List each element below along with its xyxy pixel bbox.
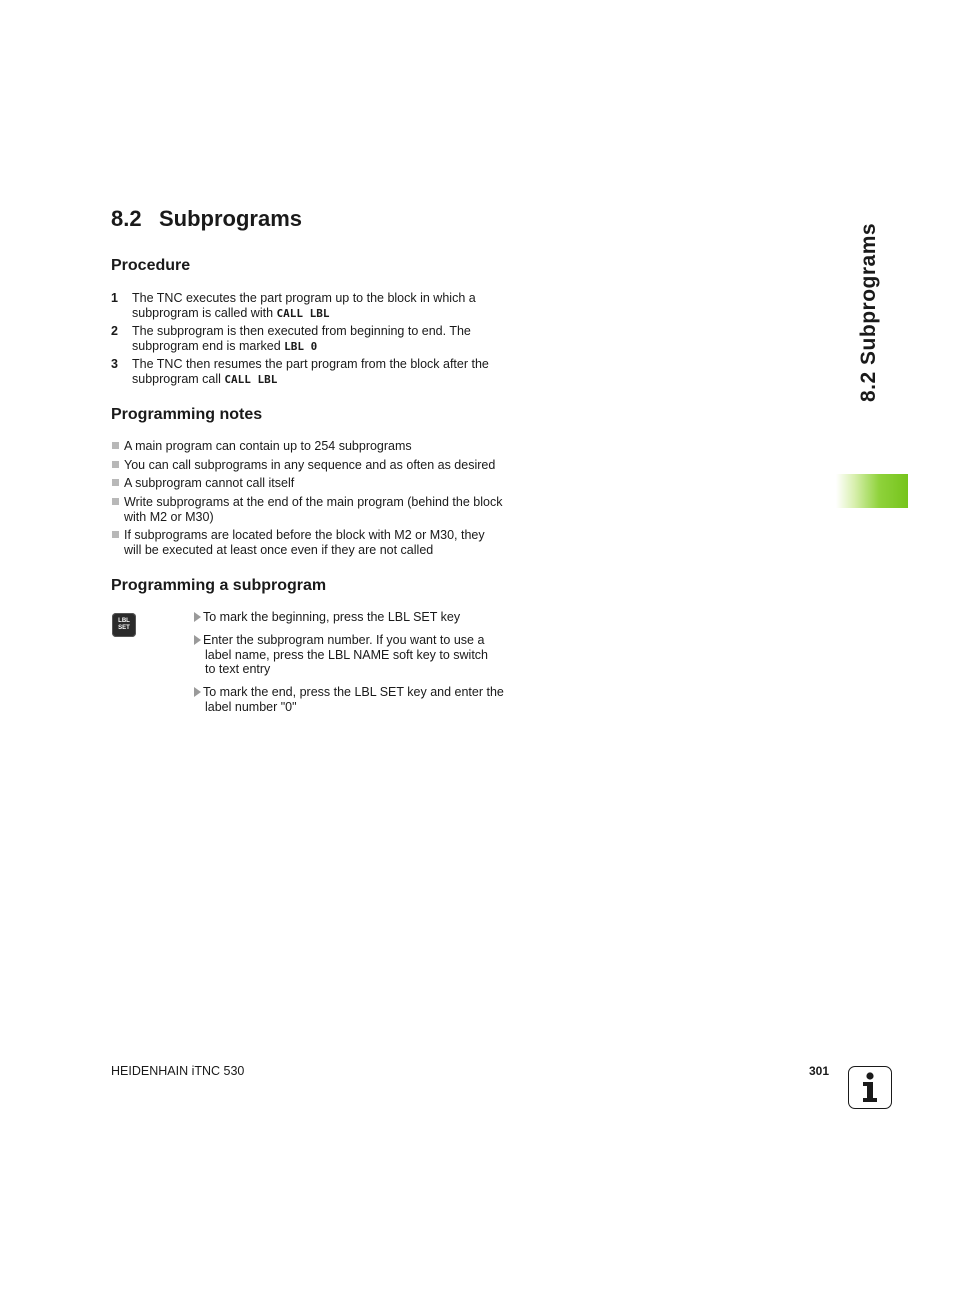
- chapter-number: 8.2: [111, 206, 142, 231]
- bullet-square-icon: [112, 479, 119, 486]
- bullet-square-icon: [112, 531, 119, 538]
- notes-heading: Programming notes: [111, 406, 263, 423]
- list-item-text: If subprograms are located before the block with M2 or M30, they: [124, 528, 485, 542]
- step-code: CALL LBL: [224, 372, 278, 386]
- lbl-set-key-icon: [112, 613, 136, 637]
- arrow-right-icon: [194, 635, 201, 645]
- arrow-right-icon: [194, 687, 201, 697]
- step-text: The TNC then resumes the part program from the block after the: [132, 357, 489, 371]
- step-code: CALL LBL: [276, 306, 330, 320]
- step-number: 2: [111, 324, 118, 338]
- bullet-square-icon: [112, 461, 119, 468]
- instruction-text: To mark the beginning, press the LBL SET key: [203, 610, 461, 624]
- instruction-text: to text entry: [205, 662, 271, 676]
- instruction-text: label number "0": [205, 699, 297, 714]
- key-label: LBL: [118, 618, 130, 624]
- step-number: 1: [111, 291, 118, 305]
- step-code: LBL 0: [284, 339, 318, 353]
- list-item-text: will be executed at least once even if they are not called: [124, 542, 434, 557]
- programming-heading: Programming a subprogram: [111, 577, 327, 594]
- sidebar-chapter-label: 8.2 Subprograms: [857, 222, 880, 402]
- instruction-text: label name, press the LBL NAME soft key to switch: [205, 647, 488, 662]
- chapter-title-text: Subprograms: [159, 206, 303, 231]
- procedure-heading: Procedure: [111, 257, 191, 274]
- bullet-square-icon: [112, 442, 119, 449]
- list-item-text: with M2 or M30): [124, 509, 214, 524]
- chapter-tab-marker: [836, 474, 908, 508]
- footer-product: HEIDENHAIN iTNC 530: [111, 1064, 245, 1078]
- step-text: subprogram is called with: [132, 305, 277, 320]
- arrow-right-icon: [194, 612, 201, 622]
- step-number: 3: [111, 357, 118, 371]
- step-text: The TNC executes the part program up to the block in which a: [132, 291, 476, 305]
- step-text: The subprogram is then executed from beginning to end. The: [132, 324, 471, 338]
- list-item-text: Write subprograms at the end of the main program (behind the block: [124, 495, 503, 509]
- list-item-text: You can call subprograms in any sequence and as often as desired: [124, 458, 496, 472]
- key-label: SET: [118, 625, 130, 631]
- step-text: subprogram end is marked: [132, 338, 285, 353]
- info-icon: [848, 1066, 892, 1109]
- step-text: subprogram call: [132, 371, 225, 386]
- instruction-text: Enter the subprogram number. If you want to use a: [203, 633, 485, 647]
- list-item-text: A main program can contain up to 254 subprograms: [124, 439, 412, 453]
- page-number: 301: [809, 1064, 830, 1078]
- list-item-text: A subprogram cannot call itself: [124, 476, 295, 490]
- bullet-square-icon: [112, 498, 119, 505]
- page-title: [111, 206, 302, 232]
- instruction-text: To mark the end, press the LBL SET key and enter the: [203, 685, 504, 699]
